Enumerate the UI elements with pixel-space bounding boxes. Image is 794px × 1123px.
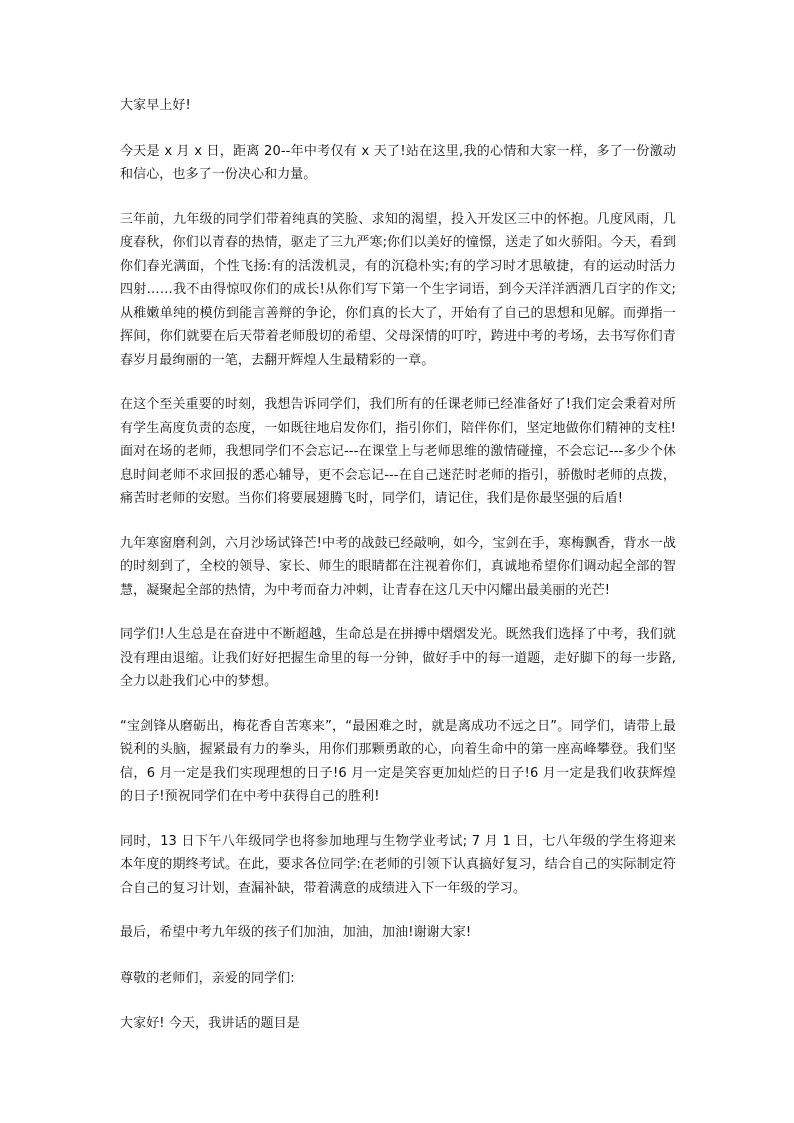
sword-paragraph: 九年寒窗磨利剑，六月沙场试锋芒!中考的战鼓已经敲响，如今，宝剑在手，寒梅飘香，背水一战的时刻到了，全校的领导、家长、师生的眼睛都在注视着你们，真诚地希望你们调动起全部的智慧，凝聚起全部的热情，为中考而奋力冲刺，让青春在这几天中闪耀出最美丽的光芒! — [120, 535, 676, 598]
closing-paragraph: 最后，希望中考九年级的孩子们加油，加油，加油!谢谢大家! — [120, 925, 472, 940]
three-years-paragraph: 三年前，九年级的同学们带着纯真的笑脸、求知的渴望，投入开发区三中的怀抱。几度风雨，几度春秋，你们以青春的热情，驱走了三九严寒;你们以美好的憧憬，送走了如火骄阳。今天，看到你们春光满面，个性飞扬:有的活泼机灵，有的沉稳朴实;有的学习时才思敏捷，有的运动时活力四射……我不由得惊叹你们的成长!从你们写下第一个生字词语，到今天洋洋洒洒几百字的作文;从稚嫩单纯的模仿到能言善辩的争论，你们真的长大了，开始有了自己的思想和见解。而弹指一挥间，你们就要在后天带着老师殷切的希望、父母深情的叮咛，跨进中考的考场，去书写你们青春岁月最绚丽的一笔，去翻开辉煌人生最精彩的一章。 — [120, 211, 676, 368]
salutation-paragraph: 尊敬的老师们，亲爱的同学们: — [120, 970, 295, 986]
exam-schedule-paragraph: 同时，13 日下午八年级同学也将参加地理与生物学业考试; 7 月 1 日，七八年级的学生将迎来本年度的期终考试。在此，要求各位同学:在老师的引领下认真搞好复习，结合自己的实际制定符合自己的复习计划，查漏补缺，带着满意的成绩进入下一年级的学习。 — [120, 833, 676, 896]
life-paragraph: 同学们!人生总是在奋进中不断超越，生命总是在拼搏中熠熠发光。既然我们选择了中考，我们就没有理由退缩。让我们好好把握生命里的每一分钟，做好手中的每一道题，走好脚下的每一步路,全力以赴我们心中的梦想。 — [120, 627, 676, 689]
document-body — [120, 94, 676, 1058]
topic-paragraph: 大家好! 今天，我讲话的题目是 — [120, 1016, 300, 1031]
date-paragraph: 今天是 x 月 x 日，距离 20--年中考仅有 x 天了!站在这里,我的心情和大家一样，多了一份激动和信心，也多了一份决心和力量。 — [120, 143, 676, 182]
greeting-paragraph: 大家早上好! — [120, 98, 191, 113]
quote-paragraph: “宝剑锋从磨砺出，梅花香自苦寒来”，“最困难之时，就是离成功不远之日”。同学们，请带上最锐利的头脑，握紧最有力的拳头，用你们那颗勇敢的心，向着生命中的第一座高峰攀登。我们坚信，6 月一定是我们实现理想的日子!6 月一定是笑容更加灿烂的日子!6 月一定是我们收获辉煌的日子!预祝同学们在中考中获得自己的胜利! — [120, 718, 676, 804]
teachers-ready-paragraph: 在这个至关重要的时刻，我想告诉同学们，我们所有的任课老师已经准备好了!我们定会秉着对所有学生高度负责的态度，一如既往地启发你们，指引你们，陪伴你们，坚定地做你们精神的支柱!面对在场的老师，我想同学们不会忘记---在课堂上与老师思维的激情碰撞，不会忘记---多少个休息时间老师不求回报的悉心辅导，更不会忘记---在自己迷茫时老师的指引，骄傲时老师的点拨，痛苦时老师的安慰。当你们将要展翅腾飞时，同学们，请记住，我们是你最坚强的后盾! — [120, 397, 676, 506]
